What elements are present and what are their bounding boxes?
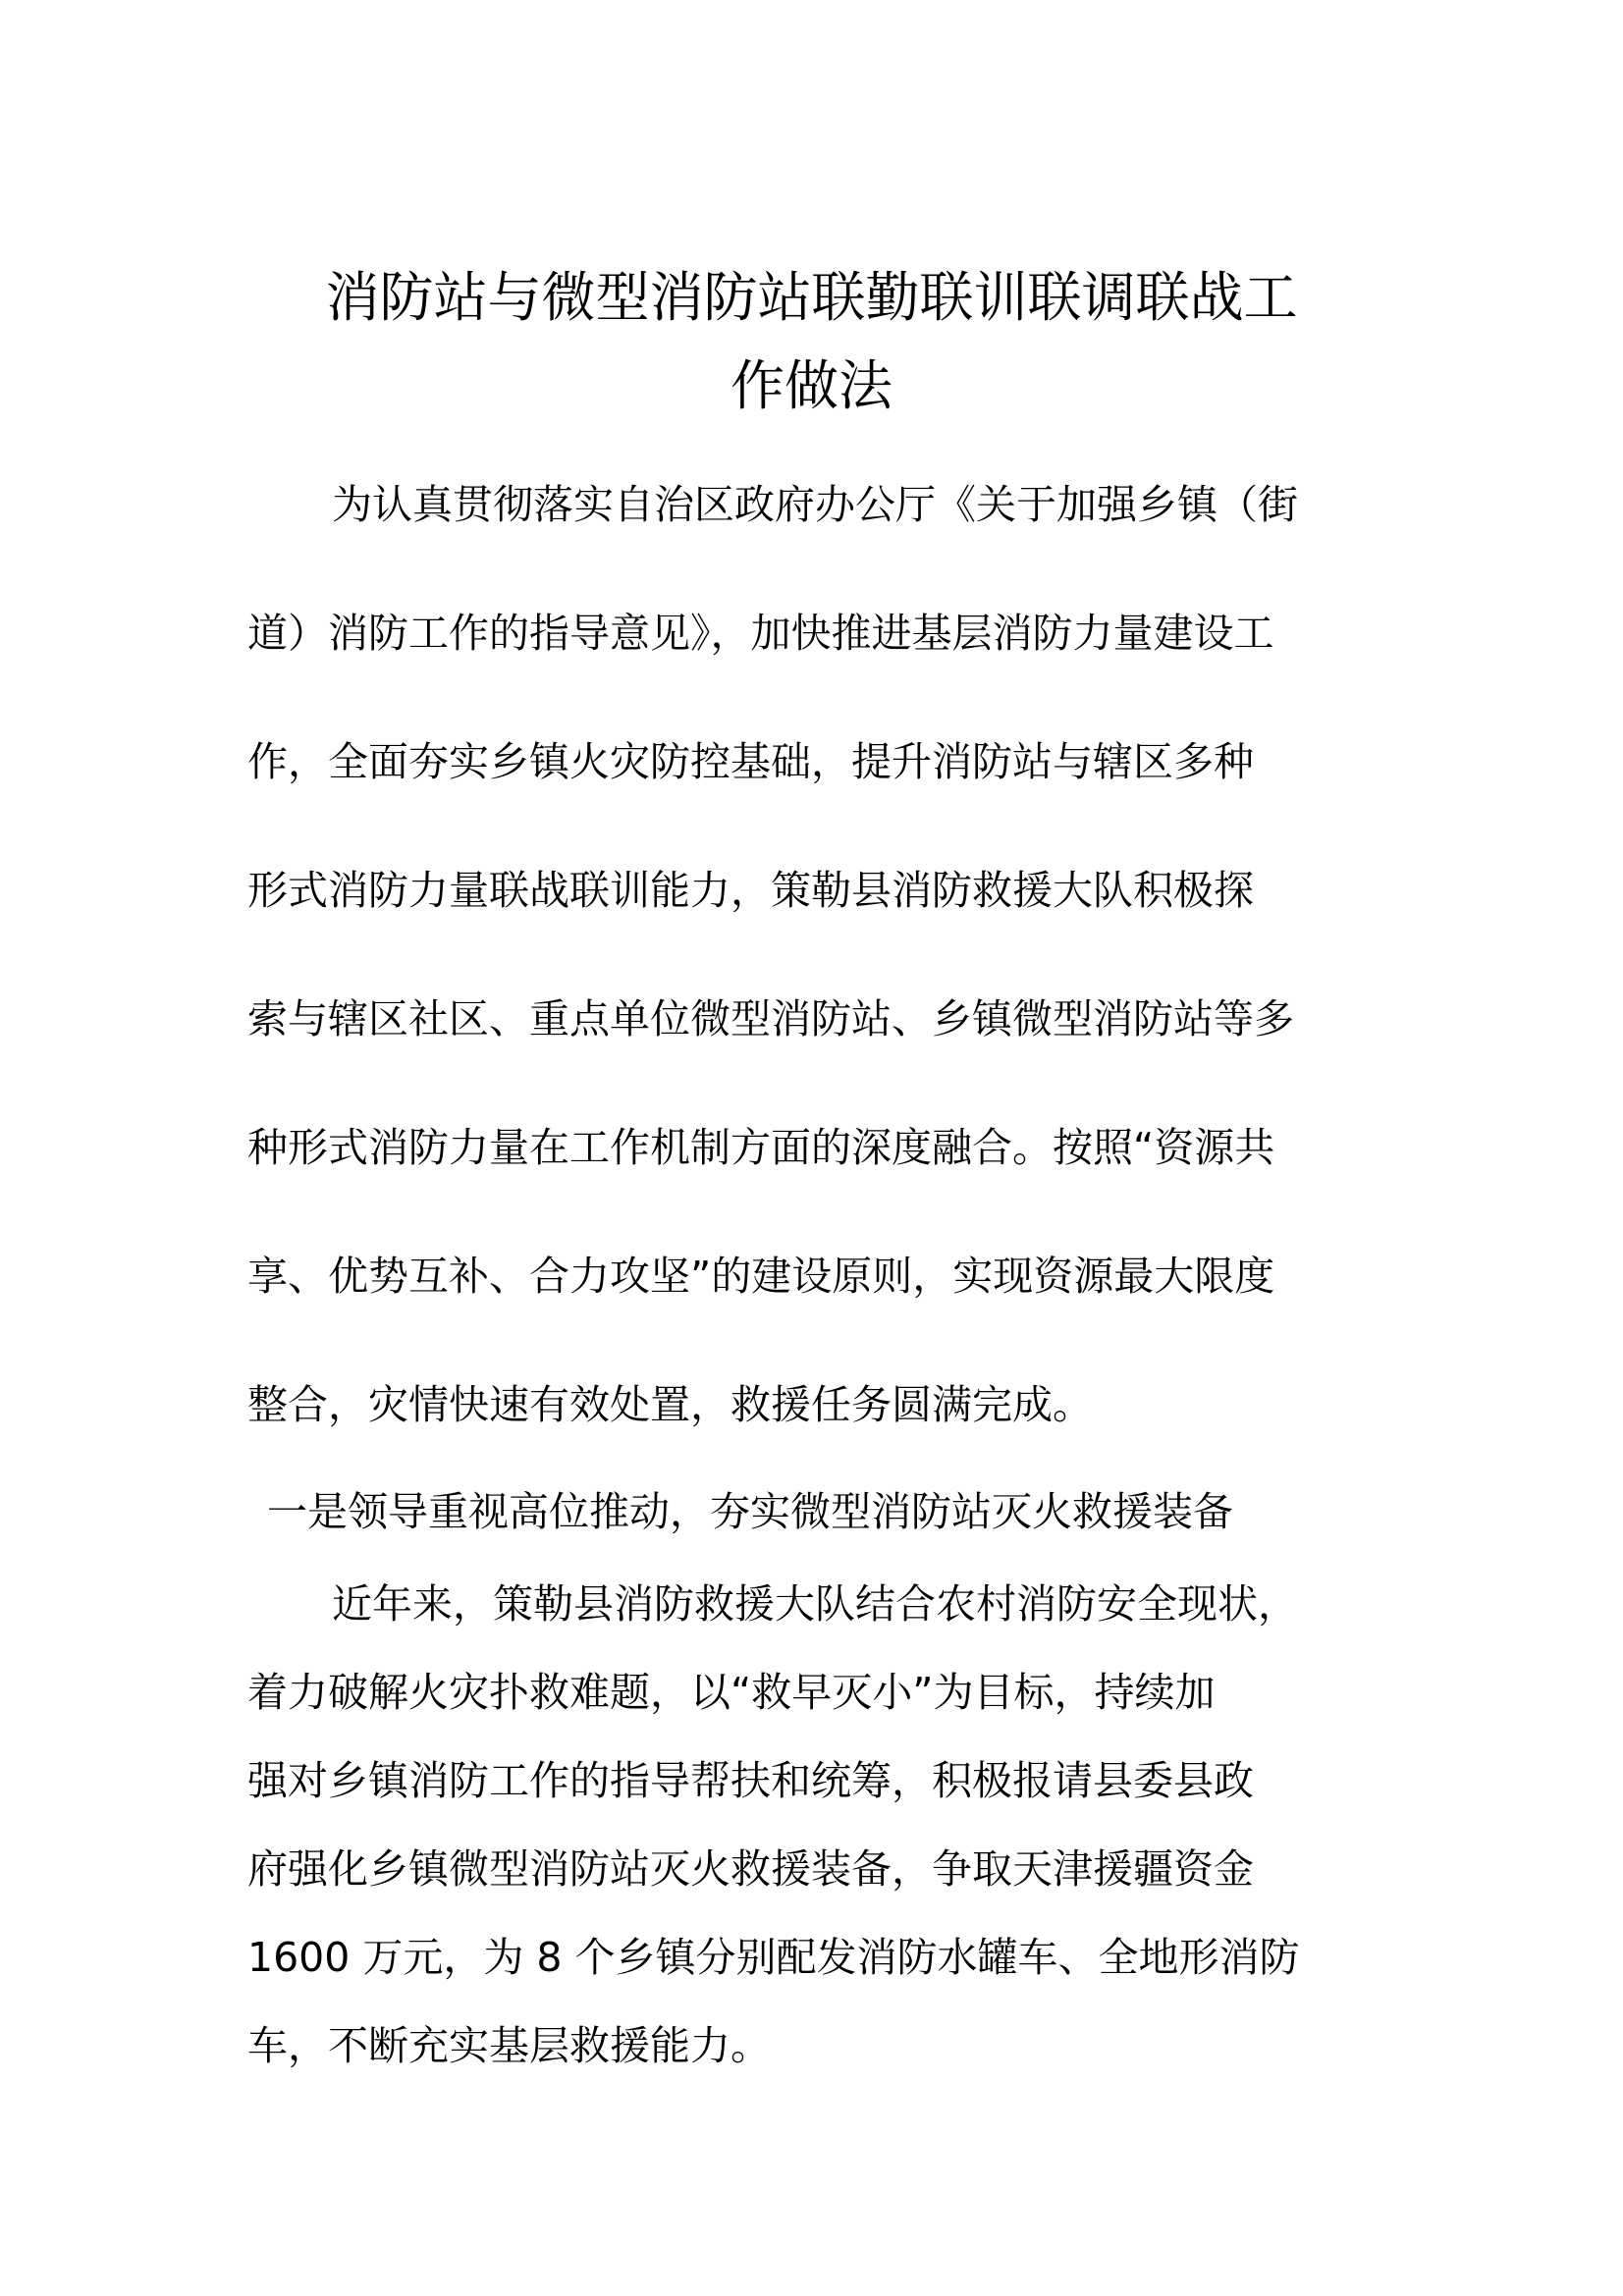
section-1-paragraph-line-2: 着力破解火灾扑救难题，以“救早灭小”为目标，持续加 xyxy=(247,1669,1216,1716)
section-1-paragraph-line-4: 府强化乡镇微型消防站灭火救援装备，争取天津援疆资金 xyxy=(247,1845,1254,1893)
intro-paragraph-line-1: 为认真贯彻落实自治区政府办公厅《关于加强乡镇（街 xyxy=(332,481,1298,528)
intro-paragraph-line-7: 享、优势互补、合力攻坚”的建设原则，实现资源最大限度 xyxy=(247,1253,1275,1300)
intro-paragraph-line-5: 索与辖区社区、重点单位微型消防站、乡镇微型消防站等多 xyxy=(247,995,1294,1042)
intro-paragraph-line-2: 道）消防工作的指导意见》，加快推进基层消防力量建设工 xyxy=(247,610,1274,657)
section-1-paragraph-line-1: 近年来，策勒县消防救援大队结合农村消防安全现状， xyxy=(332,1580,1298,1628)
section-1-heading: 一是领导重视高位推动，夯实微型消防站灭火救援装备 xyxy=(267,1488,1233,1535)
document-title-line-2: 作做法 xyxy=(730,354,893,417)
section-1-paragraph-line-5: 1600 万元，为 8 个乡镇分别配发消防水罐车、全地形消防 xyxy=(247,1934,1300,1981)
document-title-line-1: 消防站与微型消防站联勤联训联调联战工 xyxy=(325,266,1298,329)
intro-paragraph-line-3: 作，全面夯实乡镇火灾防控基础，提升消防站与辖区多种 xyxy=(247,738,1254,785)
intro-paragraph-line-6: 种形式消防力量在工作机制方面的深度融合。按照“资源共 xyxy=(247,1124,1275,1171)
intro-paragraph-line-8: 整合，灾情快速有效处置，救援任务圆满完成。 xyxy=(247,1381,1093,1428)
section-1-paragraph-line-6: 车，不断充实基层救援能力。 xyxy=(247,2022,771,2069)
intro-paragraph-line-4: 形式消防力量联战联训能力，策勒县消防救援大队积极探 xyxy=(247,867,1254,914)
section-1-paragraph-line-3: 强对乡镇消防工作的指导帮扶和统筹，积极报请县委县政 xyxy=(247,1757,1254,1804)
